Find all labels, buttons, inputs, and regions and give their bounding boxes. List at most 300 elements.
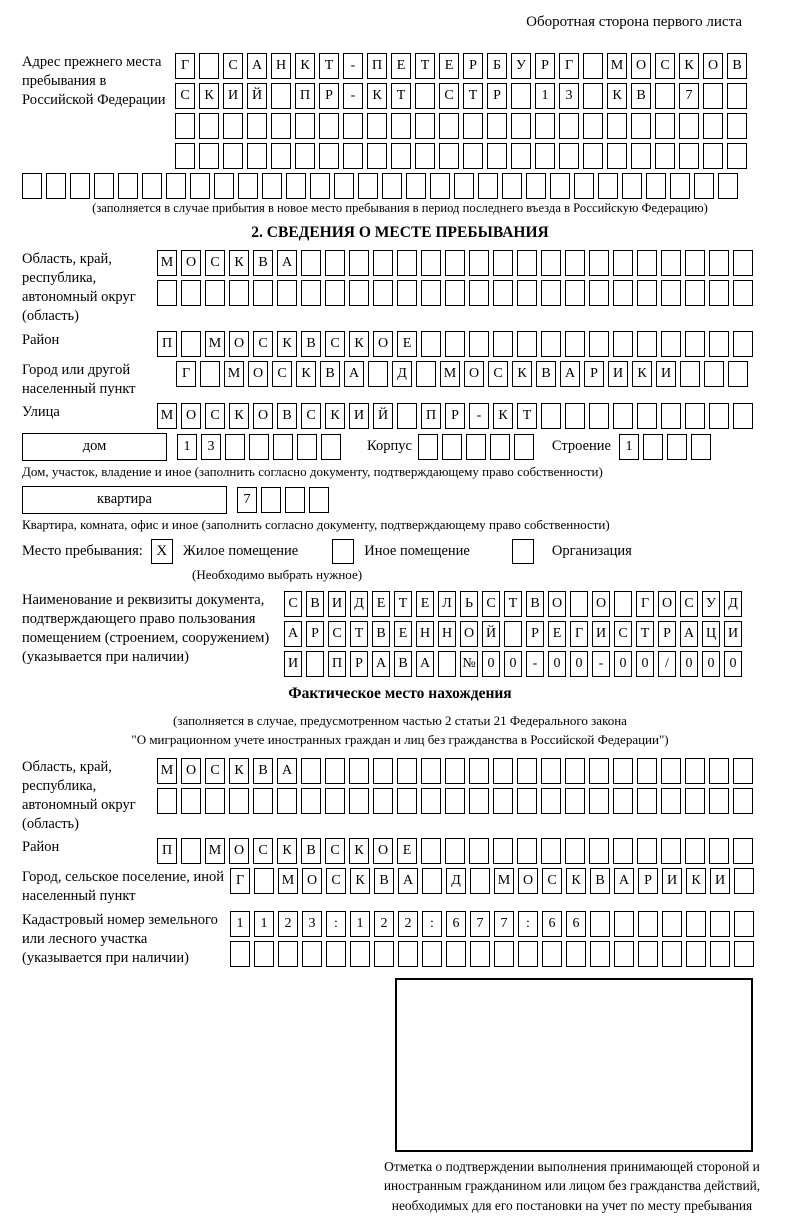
s3-gorod-row[interactable] — [230, 868, 754, 894]
char-cell[interactable] — [225, 434, 245, 460]
char-cell[interactable]: А — [416, 651, 434, 677]
char-cell[interactable] — [703, 83, 723, 109]
char-cell[interactable] — [438, 651, 456, 677]
char-cell[interactable] — [273, 434, 293, 460]
char-cell[interactable] — [493, 280, 513, 306]
char-cell[interactable] — [271, 143, 291, 169]
char-cell[interactable]: С — [205, 758, 225, 784]
char-cell[interactable] — [662, 911, 682, 937]
char-cell[interactable] — [490, 434, 510, 460]
char-cell[interactable] — [727, 143, 747, 169]
char-cell[interactable] — [175, 143, 195, 169]
s3-oblast-row-1[interactable] — [157, 758, 753, 784]
char-cell[interactable]: Р — [487, 83, 507, 109]
char-cell[interactable]: 6 — [446, 911, 466, 937]
char-cell[interactable] — [686, 941, 706, 967]
char-cell[interactable] — [397, 788, 417, 814]
char-cell[interactable] — [685, 331, 705, 357]
char-cell[interactable]: 2 — [278, 911, 298, 937]
char-cell[interactable] — [301, 758, 321, 784]
char-cell[interactable]: П — [157, 838, 177, 864]
char-cell[interactable] — [517, 250, 537, 276]
char-cell[interactable]: 0 — [482, 651, 500, 677]
char-cell[interactable] — [709, 331, 729, 357]
char-cell[interactable] — [446, 941, 466, 967]
char-cell[interactable]: В — [526, 591, 544, 617]
char-cell[interactable]: В — [253, 250, 273, 276]
char-cell[interactable]: О — [253, 403, 273, 429]
char-cell[interactable]: Т — [517, 403, 537, 429]
char-cell[interactable] — [422, 868, 442, 894]
char-cell[interactable]: И — [592, 621, 610, 647]
char-cell[interactable]: Е — [394, 621, 412, 647]
char-cell[interactable] — [325, 280, 345, 306]
char-cell[interactable]: С — [325, 838, 345, 864]
char-cell[interactable] — [373, 280, 393, 306]
char-cell[interactable]: К — [349, 331, 369, 357]
char-cell[interactable] — [661, 758, 681, 784]
char-cell[interactable]: К — [325, 403, 345, 429]
s2-gorod-row[interactable] — [176, 361, 748, 387]
char-cell[interactable]: С — [680, 591, 698, 617]
char-cell[interactable]: С — [205, 403, 225, 429]
char-cell[interactable]: К — [607, 83, 627, 109]
char-cell[interactable]: Т — [319, 53, 339, 79]
char-cell[interactable] — [469, 758, 489, 784]
char-cell[interactable] — [297, 434, 317, 460]
char-cell[interactable]: О — [631, 53, 651, 79]
char-cell[interactable] — [278, 941, 298, 967]
char-cell[interactable] — [421, 280, 441, 306]
char-cell[interactable] — [518, 941, 538, 967]
char-cell[interactable]: Г — [176, 361, 196, 387]
char-cell[interactable] — [638, 911, 658, 937]
char-cell[interactable]: С — [655, 53, 675, 79]
char-cell[interactable] — [302, 941, 322, 967]
char-cell[interactable]: И — [284, 651, 302, 677]
char-cell[interactable] — [349, 788, 369, 814]
char-cell[interactable]: 0 — [614, 651, 632, 677]
char-cell[interactable] — [306, 651, 324, 677]
char-cell[interactable]: 7 — [679, 83, 699, 109]
char-cell[interactable] — [574, 173, 594, 199]
char-cell[interactable] — [734, 941, 754, 967]
char-cell[interactable] — [685, 758, 705, 784]
char-cell[interactable]: : — [518, 911, 538, 937]
char-cell[interactable] — [406, 173, 426, 199]
char-cell[interactable] — [229, 280, 249, 306]
char-cell[interactable] — [703, 113, 723, 139]
char-cell[interactable] — [373, 758, 393, 784]
char-cell[interactable] — [613, 758, 633, 784]
char-cell[interactable] — [590, 941, 610, 967]
char-cell[interactable] — [325, 250, 345, 276]
char-cell[interactable] — [655, 143, 675, 169]
char-cell[interactable]: Г — [570, 621, 588, 647]
char-cell[interactable] — [685, 250, 705, 276]
char-cell[interactable] — [349, 280, 369, 306]
char-cell[interactable]: С — [488, 361, 508, 387]
char-cell[interactable]: 7 — [494, 911, 514, 937]
char-cell[interactable] — [590, 911, 610, 937]
char-cell[interactable] — [565, 838, 585, 864]
char-cell[interactable] — [493, 788, 513, 814]
char-cell[interactable]: В — [590, 868, 610, 894]
char-cell[interactable] — [445, 331, 465, 357]
char-cell[interactable]: Е — [416, 591, 434, 617]
char-cell[interactable] — [589, 403, 609, 429]
char-cell[interactable] — [613, 331, 633, 357]
char-cell[interactable] — [541, 403, 561, 429]
char-cell[interactable] — [583, 113, 603, 139]
char-cell[interactable]: И — [662, 868, 682, 894]
char-cell[interactable] — [550, 173, 570, 199]
char-cell[interactable] — [734, 868, 754, 894]
char-cell[interactable] — [646, 173, 666, 199]
char-cell[interactable]: Т — [636, 621, 654, 647]
char-cell[interactable] — [494, 941, 514, 967]
char-cell[interactable] — [517, 331, 537, 357]
char-cell[interactable] — [598, 173, 618, 199]
char-cell[interactable]: М — [607, 53, 627, 79]
char-cell[interactable] — [175, 113, 195, 139]
char-cell[interactable]: 6 — [542, 911, 562, 937]
char-cell[interactable] — [542, 941, 562, 967]
char-cell[interactable]: 0 — [680, 651, 698, 677]
char-cell[interactable] — [589, 280, 609, 306]
char-cell[interactable]: Д — [724, 591, 742, 617]
char-cell[interactable]: А — [284, 621, 302, 647]
char-cell[interactable] — [367, 143, 387, 169]
char-cell[interactable]: М — [224, 361, 244, 387]
char-cell[interactable]: О — [248, 361, 268, 387]
char-cell[interactable]: С — [175, 83, 195, 109]
char-cell[interactable] — [709, 838, 729, 864]
char-cell[interactable]: - — [343, 53, 363, 79]
char-cell[interactable]: А — [277, 250, 297, 276]
char-cell[interactable]: П — [157, 331, 177, 357]
char-cell[interactable]: П — [367, 53, 387, 79]
char-cell[interactable]: В — [394, 651, 412, 677]
char-cell[interactable]: К — [199, 83, 219, 109]
char-cell[interactable]: Р — [526, 621, 544, 647]
char-cell[interactable] — [247, 113, 267, 139]
char-cell[interactable] — [727, 113, 747, 139]
s2-oblast-row-2[interactable] — [157, 280, 753, 306]
s3-oblast-row-2[interactable] — [157, 788, 753, 814]
char-cell[interactable] — [469, 331, 489, 357]
char-cell[interactable] — [421, 758, 441, 784]
char-cell[interactable]: Р — [350, 651, 368, 677]
char-cell[interactable] — [205, 788, 225, 814]
char-cell[interactable] — [502, 173, 522, 199]
char-cell[interactable]: А — [560, 361, 580, 387]
char-cell[interactable] — [622, 173, 642, 199]
char-cell[interactable]: 2 — [374, 911, 394, 937]
char-cell[interactable]: Р — [445, 403, 465, 429]
char-cell[interactable] — [655, 83, 675, 109]
char-cell[interactable]: О — [373, 331, 393, 357]
char-cell[interactable]: Т — [463, 83, 483, 109]
char-cell[interactable] — [442, 434, 462, 460]
char-cell[interactable] — [301, 280, 321, 306]
char-cell[interactable] — [470, 941, 490, 967]
char-cell[interactable] — [493, 331, 513, 357]
char-cell[interactable] — [445, 250, 465, 276]
char-cell[interactable] — [638, 941, 658, 967]
char-cell[interactable] — [230, 941, 250, 967]
char-cell[interactable]: М — [157, 250, 177, 276]
s3-raion-row[interactable] — [157, 838, 753, 864]
char-cell[interactable] — [469, 788, 489, 814]
char-cell[interactable]: - — [592, 651, 610, 677]
char-cell[interactable] — [589, 250, 609, 276]
char-cell[interactable] — [637, 838, 657, 864]
char-cell[interactable] — [277, 280, 297, 306]
char-cell[interactable] — [157, 788, 177, 814]
char-cell[interactable] — [661, 788, 681, 814]
mesto-option-zhiloe-checkbox[interactable]: X — [151, 539, 173, 564]
char-cell[interactable] — [22, 173, 42, 199]
char-cell[interactable] — [493, 758, 513, 784]
char-cell[interactable] — [709, 250, 729, 276]
char-cell[interactable] — [637, 758, 657, 784]
char-cell[interactable] — [349, 250, 369, 276]
char-cell[interactable]: 1 — [177, 434, 197, 460]
char-cell[interactable]: С — [542, 868, 562, 894]
char-cell[interactable] — [199, 53, 219, 79]
char-cell[interactable] — [157, 280, 177, 306]
char-cell[interactable] — [514, 434, 534, 460]
char-cell[interactable] — [415, 143, 435, 169]
char-cell[interactable]: М — [157, 403, 177, 429]
char-cell[interactable] — [310, 173, 330, 199]
char-cell[interactable] — [469, 250, 489, 276]
char-cell[interactable]: Р — [658, 621, 676, 647]
char-cell[interactable]: И — [710, 868, 730, 894]
char-cell[interactable]: А — [398, 868, 418, 894]
char-cell[interactable]: Т — [391, 83, 411, 109]
char-cell[interactable]: Р — [535, 53, 555, 79]
char-cell[interactable]: 1 — [619, 434, 639, 460]
char-cell[interactable]: И — [656, 361, 676, 387]
dom-type-box[interactable]: дом — [22, 433, 167, 461]
char-cell[interactable] — [373, 788, 393, 814]
char-cell[interactable] — [589, 758, 609, 784]
char-cell[interactable] — [565, 788, 585, 814]
char-cell[interactable] — [541, 250, 561, 276]
char-cell[interactable] — [504, 621, 522, 647]
s2-raion-row[interactable] — [157, 331, 753, 357]
char-cell[interactable] — [709, 758, 729, 784]
char-cell[interactable] — [541, 280, 561, 306]
char-cell[interactable] — [142, 173, 162, 199]
char-cell[interactable] — [319, 113, 339, 139]
char-cell[interactable]: К — [566, 868, 586, 894]
char-cell[interactable] — [589, 331, 609, 357]
char-cell[interactable]: К — [277, 838, 297, 864]
char-cell[interactable]: Б — [487, 53, 507, 79]
char-cell[interactable]: Т — [350, 621, 368, 647]
char-cell[interactable] — [589, 838, 609, 864]
char-cell[interactable] — [469, 280, 489, 306]
char-cell[interactable] — [181, 788, 201, 814]
char-cell[interactable] — [565, 331, 585, 357]
char-cell[interactable]: М — [157, 758, 177, 784]
char-cell[interactable] — [734, 911, 754, 937]
char-cell[interactable] — [541, 331, 561, 357]
char-cell[interactable]: К — [296, 361, 316, 387]
char-cell[interactable] — [614, 591, 632, 617]
char-cell[interactable]: В — [536, 361, 556, 387]
char-cell[interactable]: 3 — [302, 911, 322, 937]
char-cell[interactable]: А — [614, 868, 634, 894]
prev-address-extra-row[interactable] — [22, 173, 778, 199]
char-cell[interactable]: К — [277, 331, 297, 357]
char-cell[interactable] — [589, 788, 609, 814]
char-cell[interactable] — [685, 280, 705, 306]
char-cell[interactable] — [200, 361, 220, 387]
char-cell[interactable]: О — [658, 591, 676, 617]
char-cell[interactable] — [301, 788, 321, 814]
char-cell[interactable]: С — [326, 868, 346, 894]
char-cell[interactable]: 7 — [470, 911, 490, 937]
char-cell[interactable] — [181, 838, 201, 864]
char-cell[interactable] — [661, 331, 681, 357]
char-cell[interactable] — [637, 788, 657, 814]
char-cell[interactable] — [733, 403, 753, 429]
char-cell[interactable] — [309, 487, 329, 513]
char-cell[interactable] — [680, 361, 700, 387]
doc-row-3[interactable] — [284, 651, 742, 677]
char-cell[interactable] — [391, 143, 411, 169]
char-cell[interactable]: Ь — [460, 591, 478, 617]
char-cell[interactable] — [694, 173, 714, 199]
char-cell[interactable]: Т — [415, 53, 435, 79]
char-cell[interactable] — [295, 143, 315, 169]
char-cell[interactable] — [391, 113, 411, 139]
char-cell[interactable]: У — [702, 591, 720, 617]
char-cell[interactable] — [374, 941, 394, 967]
char-cell[interactable]: : — [326, 911, 346, 937]
dom-number-row[interactable] — [177, 434, 341, 460]
char-cell[interactable]: 1 — [254, 911, 274, 937]
char-cell[interactable] — [325, 788, 345, 814]
char-cell[interactable]: № — [460, 651, 478, 677]
char-cell[interactable]: Н — [416, 621, 434, 647]
char-cell[interactable]: Д — [446, 868, 466, 894]
char-cell[interactable] — [445, 838, 465, 864]
char-cell[interactable]: В — [301, 331, 321, 357]
char-cell[interactable]: 1 — [535, 83, 555, 109]
char-cell[interactable]: 1 — [230, 911, 250, 937]
prev-address-row-1[interactable] — [175, 53, 747, 79]
char-cell[interactable] — [637, 403, 657, 429]
kadastr-row-1[interactable] — [230, 911, 754, 937]
char-cell[interactable] — [583, 83, 603, 109]
char-cell[interactable]: Е — [397, 838, 417, 864]
char-cell[interactable] — [559, 113, 579, 139]
char-cell[interactable] — [422, 941, 442, 967]
char-cell[interactable]: О — [460, 621, 478, 647]
char-cell[interactable]: О — [302, 868, 322, 894]
char-cell[interactable] — [511, 83, 531, 109]
char-cell[interactable]: О — [464, 361, 484, 387]
char-cell[interactable]: В — [374, 868, 394, 894]
char-cell[interactable] — [238, 173, 258, 199]
char-cell[interactable] — [614, 911, 634, 937]
char-cell[interactable]: 2 — [398, 911, 418, 937]
korpus-row[interactable] — [418, 434, 534, 460]
char-cell[interactable]: П — [328, 651, 346, 677]
s2-oblast-row-1[interactable] — [157, 250, 753, 276]
char-cell[interactable] — [565, 403, 585, 429]
char-cell[interactable]: И — [223, 83, 243, 109]
char-cell[interactable]: С — [223, 53, 243, 79]
char-cell[interactable] — [517, 758, 537, 784]
char-cell[interactable] — [709, 280, 729, 306]
char-cell[interactable]: В — [277, 403, 297, 429]
char-cell[interactable] — [199, 143, 219, 169]
char-cell[interactable] — [325, 758, 345, 784]
char-cell[interactable] — [343, 143, 363, 169]
char-cell[interactable] — [661, 250, 681, 276]
char-cell[interactable]: Т — [394, 591, 412, 617]
char-cell[interactable] — [733, 788, 753, 814]
char-cell[interactable]: О — [592, 591, 610, 617]
kadastr-row-2[interactable] — [230, 941, 754, 967]
char-cell[interactable]: О — [703, 53, 723, 79]
char-cell[interactable] — [733, 838, 753, 864]
char-cell[interactable] — [247, 143, 267, 169]
char-cell[interactable] — [271, 83, 291, 109]
char-cell[interactable]: С — [253, 838, 273, 864]
char-cell[interactable]: С — [284, 591, 302, 617]
char-cell[interactable] — [685, 403, 705, 429]
char-cell[interactable] — [607, 143, 627, 169]
char-cell[interactable]: К — [229, 758, 249, 784]
char-cell[interactable] — [655, 113, 675, 139]
char-cell[interactable] — [679, 143, 699, 169]
char-cell[interactable] — [709, 403, 729, 429]
char-cell[interactable] — [445, 280, 465, 306]
char-cell[interactable]: О — [548, 591, 566, 617]
char-cell[interactable]: 7 — [237, 487, 257, 513]
char-cell[interactable] — [166, 173, 186, 199]
char-cell[interactable]: / — [658, 651, 676, 677]
char-cell[interactable] — [439, 113, 459, 139]
char-cell[interactable]: В — [631, 83, 651, 109]
char-cell[interactable] — [631, 113, 651, 139]
char-cell[interactable] — [670, 173, 690, 199]
char-cell[interactable] — [418, 434, 438, 460]
mesto-option-inoe-checkbox[interactable] — [332, 539, 354, 564]
char-cell[interactable] — [46, 173, 66, 199]
char-cell[interactable] — [261, 487, 281, 513]
char-cell[interactable] — [613, 280, 633, 306]
char-cell[interactable]: С — [482, 591, 500, 617]
char-cell[interactable]: О — [181, 403, 201, 429]
char-cell[interactable]: 0 — [570, 651, 588, 677]
char-cell[interactable] — [470, 868, 490, 894]
char-cell[interactable] — [321, 434, 341, 460]
char-cell[interactable] — [254, 941, 274, 967]
char-cell[interactable] — [445, 758, 465, 784]
char-cell[interactable] — [526, 173, 546, 199]
char-cell[interactable] — [541, 838, 561, 864]
char-cell[interactable] — [285, 487, 305, 513]
char-cell[interactable] — [613, 250, 633, 276]
